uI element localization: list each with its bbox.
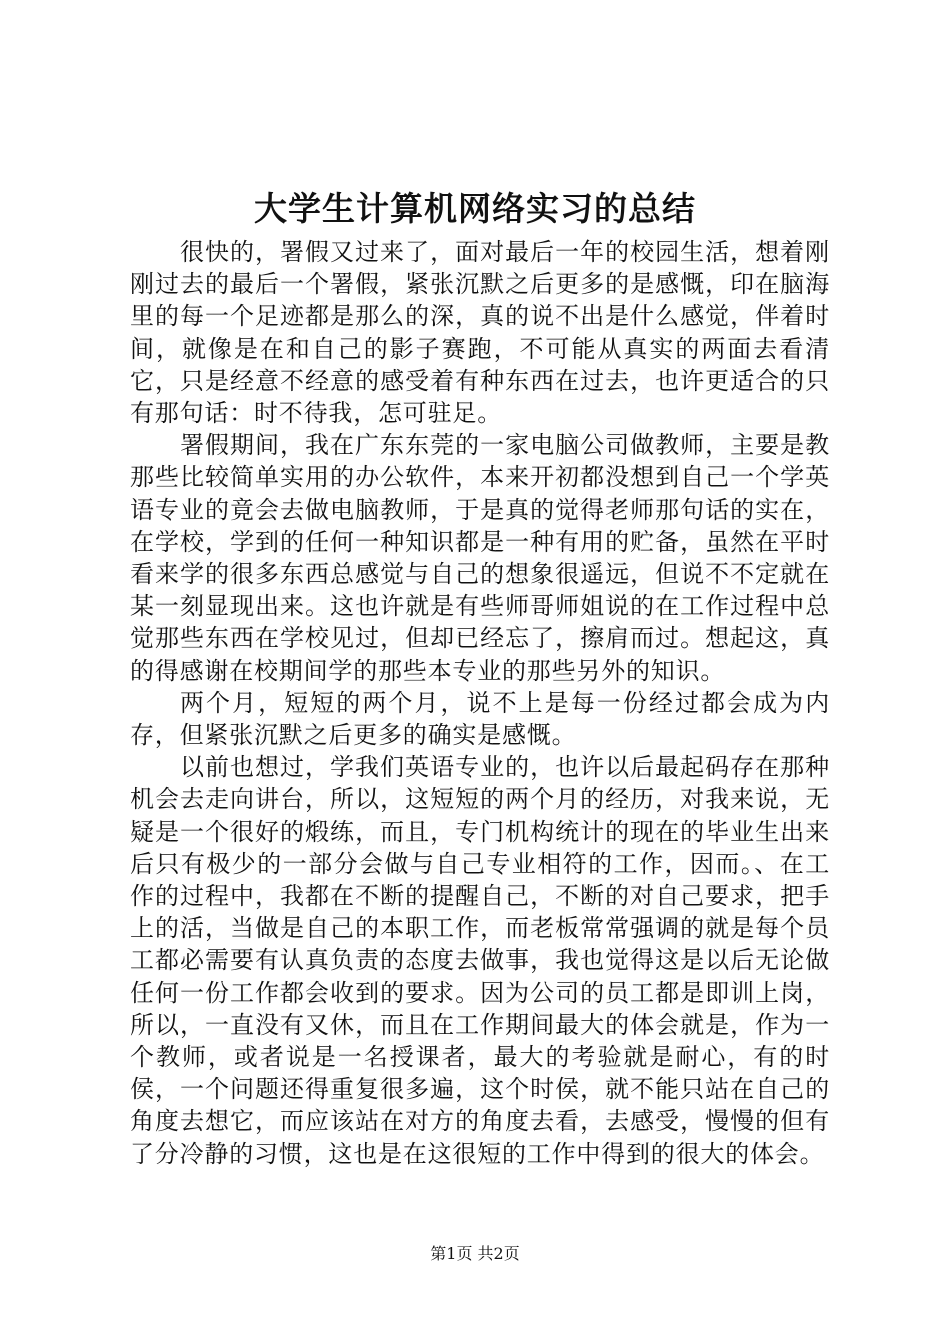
paragraph-3: 两个月，短短的两个月，说不上是每一份经过都会成为内存，但紧张沉默之后更多的确实是感慨。 bbox=[130, 688, 830, 750]
page-footer: 第1页 共2页 bbox=[430, 1244, 520, 1263]
paragraph-2: 署假期间，我在广东东莞的一家电脑公司做教师，主要是教那些比较简单实用的办公软件，本来开初都没想到自己一个学英语专业的竟会去做电脑教师，于是真的觉得老师那句话的实在，在学校，学到的任何一种知识都是一种有用的贮备，虽然在平时看来学的很多东西总感觉与自己的想象很遥远，但说不不定就在某一刻显现出来。这也许就是有些师哥师姐说的在工作过程中总觉那些东西在学校见过，但却已经忘了，擦肩而过。想起这，真的得感谢在校期间学的那些本专业的那些另外的知识。 bbox=[130, 431, 830, 685]
paragraph-4: 以前也想过，学我们英语专业的，也许以后最起码存在那种机会去走向讲台，所以，这短短的两个月的经历，对我来说，无疑是一个很好的煅练，而且，专门机构统计的现在的毕业生出来后只有极少的一部分会做与自己专业相符的工作，因而。、在工作的过程中，我都在不断的提醒自己，不断的对自己要求，把手上的活，当做是自己的本职工作，而老板常常强调的就是每个员工都必需要有认真负责的态度去做事，我也觉得这是以后无论做任何一份工作都会收到的要求。因为公司的员工都是即训上岗，所以，一直没有又休，而且在工作期间最大的体会就是，作为一个教师，或者说是一名授课者，最大的考验就是耐心，有的时侯，一个问题还得重复很多遍，这个时侯，就不能只站在自己的角度去想它，而应该站在对方的角度去看，去感受，慢慢的但有了分冷静的习惯，这也是在这很短的工作中得到的很大的体会。 bbox=[130, 753, 830, 1168]
document-body bbox=[130, 236, 830, 1170]
page-title: 大学生计算机网络实习的总结 bbox=[254, 189, 696, 228]
paragraph-1: 很快的，署假又过来了，面对最后一年的校园生活，想着刚刚过去的最后一个署假，紧张沉默之后更多的是感慨，印在脑海里的每一个足迹都是那么的深，真的说不出是什么感觉，伴着时间，就像是在和自己的影子赛跑，不可能从真实的两面去看清它，只是经意不经意的感受着有种东西在过去，也许更适合的只有那句话：时不待我，怎可驻足。 bbox=[130, 238, 830, 428]
